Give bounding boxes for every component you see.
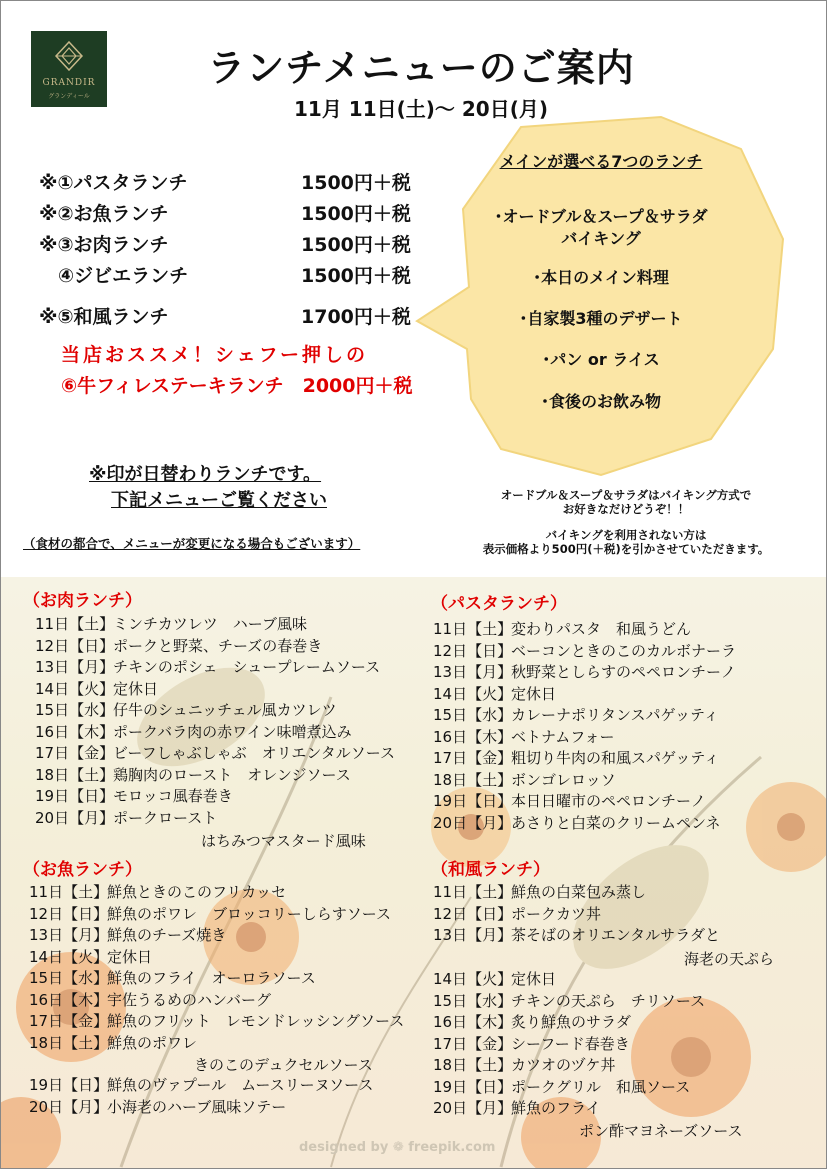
dish-name: ボンゴレロッソ [511, 770, 616, 789]
dish-name: 宇佐うるめのハンバーグ [107, 990, 271, 1009]
menu-continuation: はちみつマスタード風味 [201, 832, 366, 850]
daily-menu-row [433, 991, 705, 1012]
menu-item-name: ④ジビエランチ [39, 265, 189, 287]
dish-name: 定休日 [107, 947, 153, 966]
dish-name: ポークバラ肉の赤ワイン味噌煮込み [113, 722, 352, 741]
daily-menu-row [29, 1075, 373, 1096]
day-label: 17日【金】 [29, 1012, 109, 1030]
menu-continuation: きのこのデュクセルソース [194, 1056, 373, 1074]
daily-menu-row [433, 925, 720, 946]
day-label: 18日【土】 [35, 765, 115, 784]
day-label: 17日【金】 [433, 1034, 513, 1053]
daily-menu-row [433, 1098, 601, 1119]
daily-menu-row [433, 882, 646, 903]
dish-name: ベトナムフォー [511, 727, 615, 746]
day-label: 17日【金】 [433, 749, 513, 767]
daily-menu-row [433, 791, 706, 812]
dish-name: チキンの天ぷら チリソース [511, 991, 706, 1010]
day-label: 16日【木】 [29, 990, 109, 1009]
dish-name: ポークカツ丼 [511, 904, 602, 923]
day-label: 15日【水】 [433, 706, 513, 724]
dish-name: ポークグリル 和風ソース [511, 1077, 691, 1096]
dish-name: 炙り鮮魚のサラダ [511, 1013, 631, 1031]
day-label: 12日【日】 [35, 636, 115, 655]
date-range: 11月 11日(土)～ 20日(月) [294, 97, 548, 121]
day-label: 19日【日】 [35, 787, 115, 805]
day-label: 14日【火】 [29, 947, 109, 966]
day-label: 13日【月】 [433, 926, 513, 944]
daily-menu-row [433, 1012, 631, 1033]
day-label: 13日【月】 [433, 663, 513, 681]
dish-name: 茶そばのオリエンタルサラダと [511, 926, 720, 944]
section-title-meat: （お肉ランチ） [23, 591, 142, 611]
dish-name: 鮮魚ときのこのフリカッセ [107, 883, 287, 901]
day-label: 16日【木】 [433, 1013, 513, 1031]
menu-item-price: 1700円＋税 [301, 306, 411, 328]
daily-menu-row [29, 1097, 286, 1118]
day-label: 13日【月】 [35, 658, 115, 676]
daily-menu-row [433, 748, 719, 769]
day-label: 18日【土】 [433, 770, 513, 789]
section-title-fish: （お魚ランチ） [23, 860, 142, 880]
dish-name: 鮮魚のフライ オーロラソース [107, 969, 316, 987]
blob-title: メインが選べる7つのランチ [499, 152, 703, 171]
buffet-note-4: 表示価格より500円(＋税)を引かさせていただきます。 [482, 542, 770, 556]
daily-menu-row [29, 947, 152, 968]
daily-menu-row [29, 904, 391, 925]
day-label: 17日【金】 [35, 744, 115, 762]
menu-item-name: ※①パスタランチ [39, 172, 188, 194]
day-label: 11日【土】 [29, 883, 109, 901]
day-label: 11日【土】 [433, 883, 513, 901]
menu-item-price: 1500円＋税 [301, 234, 411, 256]
blob-item: ･本日のメイン料理 [533, 268, 669, 287]
blob-item: ･オードブル＆スープ＆サラダ バイキング [494, 207, 708, 248]
day-label: 19日【日】 [433, 1077, 513, 1096]
blob-item: ･パン or ライス [542, 350, 660, 369]
daily-menu-row [29, 1033, 197, 1054]
dish-name: ポークロースト [113, 808, 218, 827]
daily-menu-row [433, 662, 736, 683]
day-label: 14日【火】 [433, 684, 513, 703]
dish-name: 本日日曜市のペペロンチーノ [511, 792, 706, 810]
dish-name: 鮮魚のフライ [511, 1099, 601, 1117]
dish-name: 鮮魚のフリット レモンドレッシングソース [107, 1012, 405, 1030]
daily-menu-row [35, 765, 351, 786]
menu-item-name: ※②お魚ランチ [39, 203, 169, 225]
menu-item-price: 1500円＋税 [301, 203, 411, 225]
dish-name: カレーナポリタンスパゲッティ [511, 706, 719, 724]
daily-menu-row [433, 813, 721, 834]
menu-item-name: ※③お肉ランチ [39, 234, 169, 256]
buffet-note-2: お好きなだけどうぞ！！ [562, 502, 690, 516]
daily-menu-row [433, 1034, 630, 1055]
daily-menu-row [433, 619, 691, 640]
dish-name: あさりと白菜のクリームペンネ [511, 813, 721, 832]
logo-name: GRANDIR [42, 78, 96, 88]
menu-item-price: 1500円＋税 [301, 172, 411, 194]
day-label: 20日【月】 [35, 808, 115, 827]
daily-menu-row [35, 679, 158, 700]
page-title: ランチメニューのご案内 [207, 46, 635, 90]
daily-menu-row [35, 636, 322, 657]
daily-menu-row [433, 969, 556, 990]
daily-menu-row [29, 882, 286, 903]
menu-continuation: ポン酢マヨネーズソース [579, 1122, 743, 1140]
dish-name: 鮮魚のポワレ [107, 1033, 198, 1052]
promo-line-2: ⑥牛フィレステーキランチ 2000円＋税 [61, 375, 413, 397]
daily-menu-row [433, 1055, 616, 1076]
day-label: 16日【木】 [35, 722, 115, 741]
day-label: 15日【水】 [35, 701, 115, 719]
dish-name: 小海老のハーブ風味ソテー [107, 1097, 287, 1116]
section-title-wafu: （和風ランチ） [431, 860, 550, 880]
day-label: 12日【日】 [433, 641, 513, 660]
dish-name: 鮮魚の白菜包み蒸し [511, 883, 647, 901]
dish-name: ビーフしゃぶしゃぶ オリエンタルソース [113, 744, 396, 762]
dish-name: 秋野菜としらすのペペロンチーノ [511, 663, 736, 681]
daily-menu-row [35, 657, 380, 678]
daily-menu-row [35, 743, 395, 764]
dish-name: 仔牛のシュニッチェル風カツレツ [113, 701, 337, 719]
dish-name: 定休日 [511, 684, 557, 703]
daily-menu-row [35, 786, 233, 807]
menu-continuation: 海老の天ぷら [684, 950, 775, 968]
dish-name: 鮮魚のポワレ ブロッコリーしらすソース [107, 904, 391, 923]
dish-name: 粗切り牛肉の和風スパゲッティ [511, 749, 720, 767]
day-label: 14日【火】 [35, 679, 115, 698]
dish-name: ポークと野菜、チーズの春巻き [113, 636, 323, 655]
day-label: 19日【日】 [29, 1076, 109, 1094]
daily-note-1: ※印が日替わりランチです。 [89, 464, 322, 485]
daily-menu-row [35, 700, 337, 721]
dish-name: 鶏胸肉のロースト オレンジソース [113, 765, 351, 784]
daily-menu-row [29, 925, 226, 946]
dish-name: チキンのポシェ シュープレームソース [113, 658, 381, 676]
daily-menu-row [35, 614, 307, 635]
daily-note-2: 下記メニューご覧ください [111, 490, 327, 511]
daily-menu-row [433, 1077, 690, 1098]
dish-name: シーフード春巻き [511, 1034, 630, 1053]
blob-item: ･自家製3種のデザート [519, 309, 683, 328]
blob-item: ･食後のお飲み物 [540, 392, 661, 411]
menu-item-price: 1500円＋税 [301, 265, 411, 287]
day-label: 19日【日】 [433, 792, 513, 810]
day-label: 11日【土】 [35, 615, 115, 633]
day-label: 18日【土】 [433, 1056, 513, 1074]
daily-menu-row [29, 968, 316, 989]
logo-sub: グランディール [48, 93, 90, 100]
dish-name: 鮮魚のチーズ焼き [107, 926, 227, 944]
day-label: 12日【日】 [433, 904, 513, 923]
day-label: 12日【日】 [29, 904, 109, 923]
dish-name: カツオのヅケ丼 [511, 1056, 616, 1074]
day-label: 18日【土】 [29, 1033, 109, 1052]
daily-menu-row [433, 684, 556, 705]
day-label: 13日【月】 [29, 926, 109, 944]
dish-name: モロッコ風春巻き [113, 787, 233, 805]
daily-menu-row [35, 808, 217, 829]
dish-name: ミンチカツレツ ハーブ風味 [113, 615, 307, 633]
day-label: 20日【月】 [433, 813, 513, 832]
logo-mark-icon [55, 41, 83, 71]
change-note: （食材の都合で、メニューが変更になる場合もございます） [23, 536, 361, 551]
daily-menu-row [433, 727, 615, 748]
day-label: 16日【木】 [433, 727, 513, 746]
day-label: 15日【水】 [433, 991, 513, 1010]
day-label: 20日【月】 [29, 1097, 109, 1116]
dish-name: ベーコンときのこのカルボナーラ [511, 641, 737, 660]
daily-menu-row [433, 904, 601, 925]
day-label: 20日【月】 [433, 1099, 513, 1117]
dish-name: 定休日 [113, 679, 159, 698]
daily-menu-row [433, 705, 719, 726]
daily-menu-row [29, 990, 271, 1011]
day-label: 14日【火】 [433, 970, 513, 988]
daily-menu-row [433, 770, 616, 791]
daily-menu-row [35, 722, 352, 743]
daily-menu-row [29, 1011, 404, 1032]
buffet-note-1: オードブル＆スープ＆サラダはバイキング方式で [500, 488, 752, 502]
day-label: 15日【水】 [29, 969, 109, 987]
menu-item-name: ※⑤和風ランチ [39, 306, 169, 328]
buffet-note-3: バイキングを利用されない方は [545, 528, 707, 542]
day-label: 11日【土】 [433, 620, 513, 638]
daily-menu-row [433, 641, 736, 662]
promo-line-1: 当店おススメ！シェフー押しの [61, 344, 369, 366]
footer-credit: designed by ❁ freepik.com [299, 1140, 496, 1155]
dish-name: 鮮魚のヴァプール ムースリーヌソース [107, 1076, 374, 1094]
section-title-pasta: （パスタランチ） [431, 594, 567, 614]
dish-name: 定休日 [511, 970, 557, 988]
logo [31, 31, 107, 107]
dish-name: 変わりパスタ 和風うどん [511, 620, 692, 638]
